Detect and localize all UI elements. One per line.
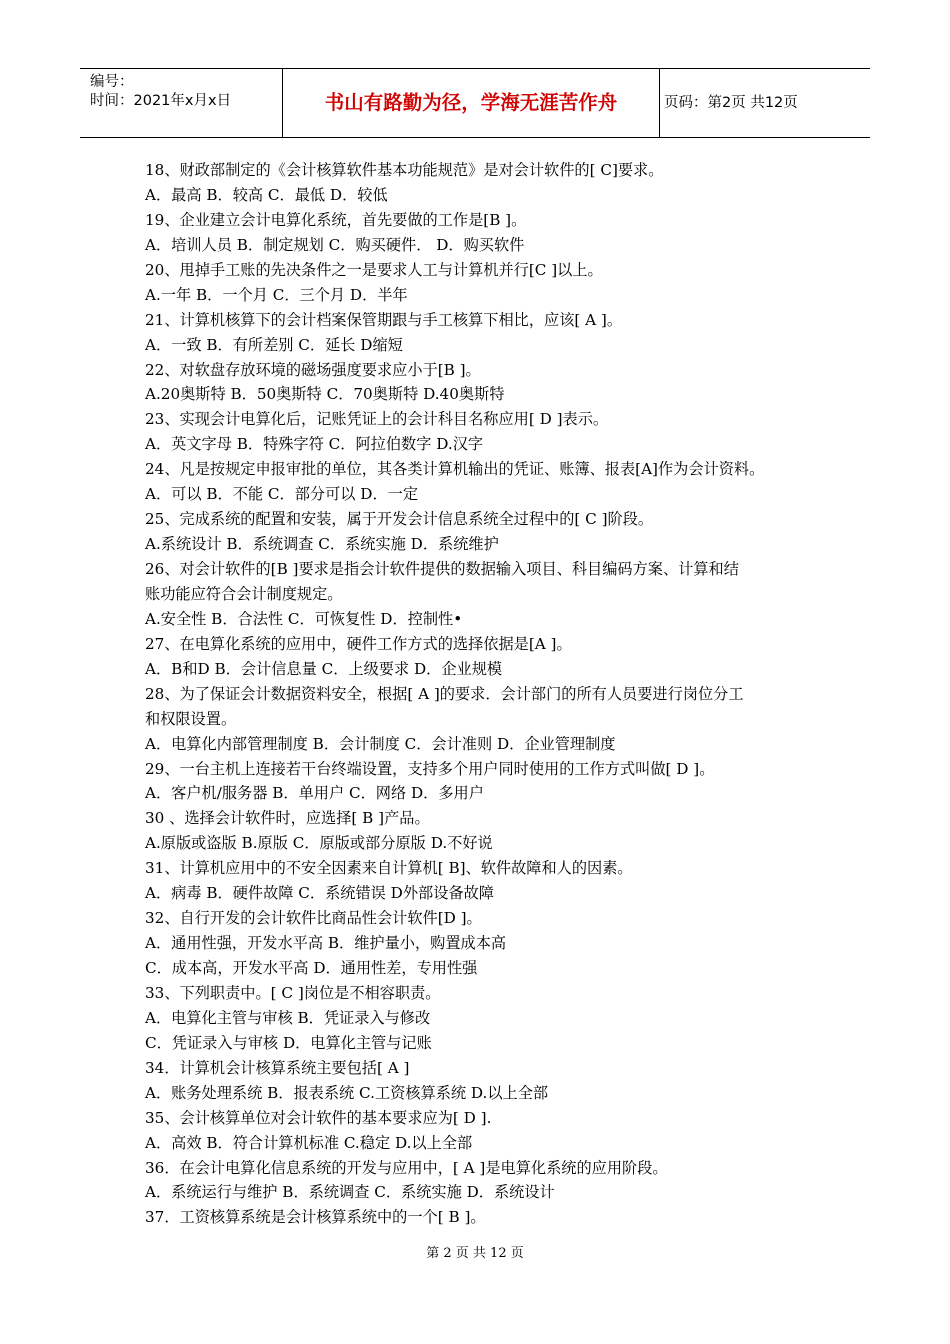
page-footer: 第 2 页 共 12 页 [426, 1246, 524, 1261]
text-line: A.一年 B．一个月 C．三个月 D．半年 [145, 285, 408, 304]
text-line: A．英文字母 B．特殊字符 C．阿拉伯数字 D.汉字 [145, 435, 484, 454]
text-line: A．一致 B．有所差别 C．延长 D缩短 [145, 335, 403, 354]
question-line: 32、自行开发的会计软件比商品性会计软件[D ]。 [145, 909, 482, 928]
question-line: 18、财政部制定的《会计核算软件基本功能规范》是对会计软件的[ C]要求。 [145, 161, 664, 179]
page-header [80, 68, 870, 138]
text-line: C．成本高，开发水平高 D．通用性差，专用性强 [145, 959, 478, 977]
question-line: 37．工资核算系统是会计核算系统中的一个[ B ]。 [145, 1208, 486, 1227]
time-label: 时间：2021年x月x日 [90, 93, 232, 109]
header-motto: 书山有路勤为径，学海无涯苦作舟 [283, 69, 660, 137]
header-meta [80, 69, 283, 137]
question-line: 35、会计核算单位对会计软件的基本要求应为[ D ]. [145, 1108, 492, 1127]
text-line: A.安全性 B．合法性 C．可恢复性 D．控制性• [145, 609, 463, 628]
text-line: A．病毒 B．硬件故障 C．系统错误 D外部设备故障 [145, 884, 494, 903]
text-line: A.20奥斯特 B．50奥斯特 C．70奥斯特 D.40奥斯特 [145, 385, 505, 404]
text-line: A．客户机/服务器 B．单用户 C．网络 D．多用户 [145, 784, 484, 803]
question-line: 27、在电算化系统的应用中，硬件工作方式的选择依据是[A ]。 [145, 634, 572, 653]
question-line: 25、完成系统的配置和安装，属于开发会计信息系统全过程中的[ C ]阶段。 [145, 510, 654, 529]
question-line: 34．计算机会计核算系统主要包括[ A ] [145, 1058, 410, 1077]
text-line: A．培训人员 B．制定规划 C．购买硬件． D．购买软件 [145, 235, 525, 254]
question-line: 28、为了保证会计数据资料安全，根据[ A ]的要求．会计部门的所有人员要进行岗位分工 [145, 684, 744, 703]
question-line: 24、凡是按规定申报审批的单位，其各类计算机输出的凭证、账簿、报表[A]作为会计资料。 [145, 460, 765, 479]
text-line: A．账务处理系统 B．报表系统 C.工资核算系统 D.以上全部 [145, 1083, 549, 1102]
question-line: 30 、选择会计软件时，应选择[ B ]产品。 [145, 809, 430, 828]
text-line: A．B和D B．会计信息量 C．上级要求 D．企业规模 [145, 659, 503, 678]
text-line: A.系统设计 B．系统调查 C．系统实施 D．系统维护 [145, 535, 499, 554]
question-line: 22、对软盘存放环境的磁场强度要求应小于[B ]。 [145, 360, 481, 379]
question-line: 29、一台主机上连接若干台终端设置，支持多个用户同时使用的工作方式叫做[ D ]。 [145, 759, 715, 778]
text-line: A．最高 B．较高 C．最低 D．较低 [145, 185, 388, 204]
number-label: 编号： [90, 74, 134, 90]
header-page-number: 页码：第2页 共12页 [664, 95, 798, 111]
text-line: 账功能应符合会计制度规定。 [145, 584, 343, 603]
text-line: 和权限设置。 [145, 709, 237, 728]
question-line: 26、对会计软件的[B ]要求是指会计软件提供的数据输入项目、科目编码方案、计算和结 [145, 560, 739, 578]
question-line: 20、甩掉手工账的先决条件之一是要求人工与计算机并行[C ]以上。 [145, 260, 603, 279]
text-line: A．系统运行与维护 B．系统调查 C．系统实施 D．系统设计 [145, 1183, 555, 1202]
text-line: A．通用性强，开发水平高 B．维护量小，购置成本高 [145, 934, 507, 953]
text-line: A．可以 B．不能 C．部分可以 D．一定 [145, 485, 419, 504]
text-line: A．高效 B．符合计算机标准 C.稳定 D.以上全部 [145, 1133, 473, 1152]
text-line: A．电算化主管与审核 B．凭证录入与修改 [145, 1008, 431, 1027]
text-line: A．电算化内部管理制度 B．会计制度 C．会计准则 D．企业管理制度 [145, 734, 616, 753]
question-line: 36．在会计电算化信息系统的开发与应用中，[ A ]是电算化系统的应用阶段。 [145, 1158, 668, 1177]
question-line: 21、计算机核算下的会计档案保管期跟与手工核算下相比，应该[ A ]。 [145, 310, 623, 329]
question-line: 23、实现会计电算化后，记账凭证上的会计科目名称应用[ D ]表示。 [145, 410, 609, 429]
question-line: 31、计算机应用中的不安全因素来自计算机[ B]、软件故障和人的因素。 [145, 859, 633, 878]
question-line: 19、企业建立会计电算化系统，首先要做的工作是[B ]。 [145, 210, 527, 229]
text-line: C．凭证录入与审核 D．电算化主管与记账 [145, 1033, 432, 1052]
question-line: 33、下列职责中。[ C ]岗位是不相容职责。 [145, 983, 441, 1002]
question-list [145, 158, 825, 1230]
text-line: A.原版或盗版 B.原版 C．原版或部分原版 D.不好说 [145, 834, 493, 853]
